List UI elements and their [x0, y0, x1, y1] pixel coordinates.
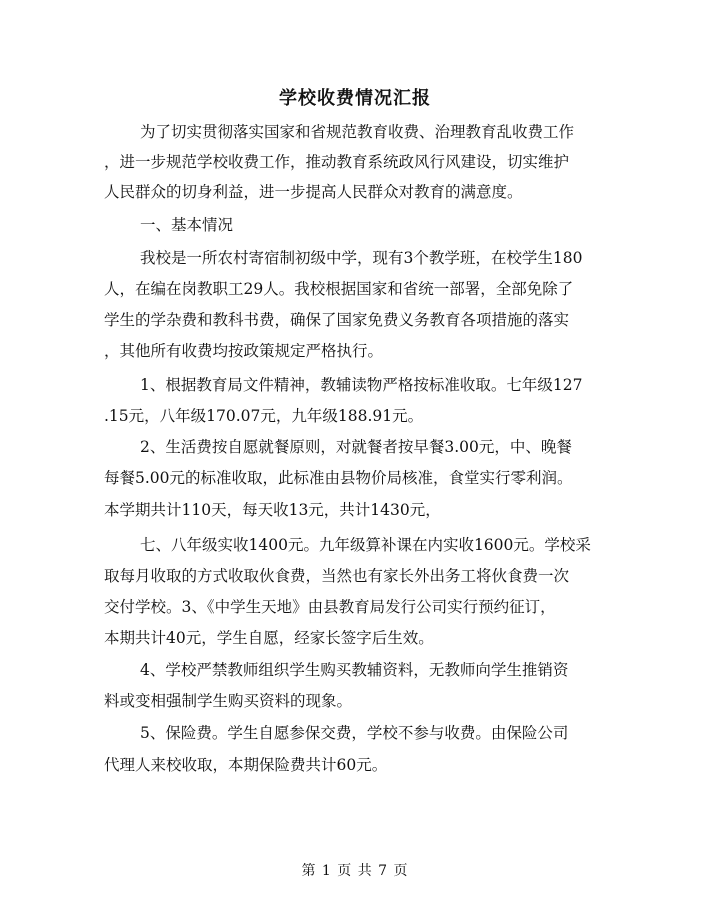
paragraph-line: 交付学校。3、《中学生天地》由县教育局发行公司实行预约征订，	[104, 598, 556, 616]
section-heading: 一、基本情况	[140, 216, 234, 234]
paragraph-line: 为了切实贯彻落实国家和省规范教育收费、治理教育乱收费工作	[140, 123, 575, 141]
paragraph-line: 我校是一所农村寄宿制初级中学，现有3个教学班，在校学生180	[140, 249, 583, 267]
paragraph-line: .15元，八年级170.07元，九年级188.91元。	[104, 407, 424, 425]
paragraph-line: ，其他所有收费均按政策规定严格执行。	[104, 342, 384, 360]
paragraph-line: 每餐5.00元的标准收取，此标准由县物价局核准，食堂实行零利润。	[104, 469, 573, 487]
paragraph-line: 代理人来校收取，本期保险费共计60元。	[104, 756, 388, 774]
paragraph-line: 2、生活费按自愿就餐原则，对就餐者按早餐3.00元，中、晚餐	[140, 438, 572, 456]
paragraph-line: ，进一步规范学校收费工作，推动教育系统政风行风建设，切实维护	[104, 153, 570, 171]
paragraph-line: 七、八年级实收1400元。九年级算补课在内实收1600元。学校采	[140, 536, 591, 554]
paragraph-line: 本学期共计110天，每天收13元，共计1430元，	[104, 501, 441, 519]
paragraph-line: 5、保险费。学生自愿参保交费，学校不参与收费。由保险公司	[140, 724, 569, 742]
paragraph-line: 取每月收取的方式收取伙食费，当然也有家长外出务工将伙食费一次	[104, 567, 570, 585]
paragraph-line: 本期共计40元，学生自愿，经家长签字后生效。	[104, 629, 434, 647]
page-number: 第 1 页 共 7 页	[301, 863, 409, 879]
paragraph-line: 1、根据教育局文件精神，教辅读物严格按标准收取。七年级127	[140, 376, 583, 394]
paragraph-line: 学生的学杂费和教科书费，确保了国家免费义务教育各项措施的落实	[104, 311, 570, 329]
document-title: 学校收费情况汇报	[279, 88, 431, 109]
paragraph-line: 人，在编在岗教职工29人。我校根据国家和省统一部署，全部免除了	[104, 280, 574, 298]
paragraph-line: 料或变相强制学生购买资料的现象。	[104, 692, 353, 710]
paragraph-line: 人民群众的切身利益，进一步提高人民群众对教育的满意度。	[104, 183, 523, 201]
paragraph-line: 4、学校严禁教师组织学生购买教辅资料，无教师向学生推销资	[140, 661, 569, 679]
